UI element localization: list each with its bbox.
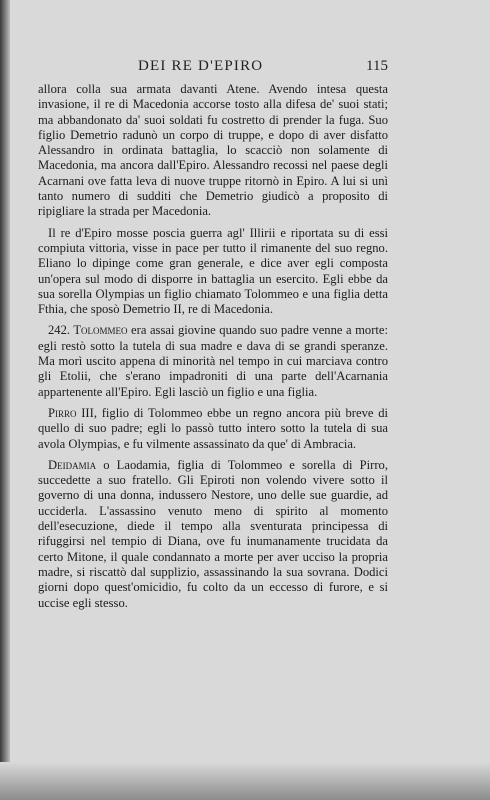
running-header bbox=[38, 58, 388, 78]
paragraph-2 bbox=[38, 226, 388, 318]
body-text bbox=[38, 82, 388, 617]
paragraph-lead: Deidamia bbox=[48, 457, 97, 472]
paragraph-3 bbox=[38, 323, 388, 399]
paragraph-text: Il re d'Epiro mosse poscia guerra agl' Illirii e riportata su di essi compiuta vittoria, visse in pace per tutto il rimanente del suo regno. Eliano lo dipinge come gran generale, e dice aver egli composta un'opera sul modo di disporre in battaglia un esercito. Egli ebbe da sua sorella Olympias un figlio chiamato Tolommeo e una figlia detta Fthia, che sposò Demetrio II, re di Macedonia. bbox=[38, 225, 388, 317]
paragraph-4 bbox=[38, 406, 388, 452]
paragraph-text: era assai giovine quando suo padre venne a morte: egli restò sotto la tutela di sua madre e dava di se grandi speranze. Ma morì uscito appena di minorità nel tempo in cui marciava contro gli Etolii, che s'erano impadroniti di una parte dell'Acarnania appartenente all'Epiro. Egli lasciò un figlio e una figlia. bbox=[38, 323, 388, 399]
running-title: DEI RE D'EPIRO bbox=[138, 58, 264, 74]
paragraph-text: , figlio di Tolommeo ebbe un regno ancora più breve di quello di suo padre; egli lo passò tutto intero sotto la tutela di sua avola Olympias, e fu vilmente assassinato da que' di Ambracia. bbox=[38, 405, 388, 451]
paragraph-1 bbox=[38, 82, 388, 220]
paragraph-lead: Pirro III bbox=[48, 405, 94, 420]
binding-shadow bbox=[0, 0, 10, 800]
page-number: 115 bbox=[366, 58, 388, 74]
paragraph-text: o Laodamia, figlia di Tolommeo e sorella di Pirro, succedette a suo fratello. Gli Epiroti non volendo vivere sotto il governo di una donna, indussero Nestore, uno delle sue guardie, ad ucciderla. L'assassino venuto meno di spirito al momento dell'esecuzione, diede il tempo alla sventurata principessa di rifuggirsi nel tempio di Diana, ove fu inumanamente trucidata da certo Mitone, il quale condannato a morte per aver ucciso la propria madre, si riscattò dal supplizio, assassinando la sua sovrana. Dodici giorni dopo quest'omicidio, fu colto da un eccesso di furore, e si uccise egli stesso. bbox=[38, 457, 388, 610]
page-bottom-shadow bbox=[0, 762, 490, 800]
paragraph-lead: 242. Tolommeo bbox=[48, 323, 128, 338]
paragraph-5 bbox=[38, 458, 388, 611]
paragraph-text: allora colla sua armata davanti Atene. Avendo intesa questa invasione, il re di Macedonia accorse tosto alla difesa de' suoi stati; ma abbandonato da' suoi soldati fu costretto di prender la fuga. Suo figlio Demetrio radunò un corpo di truppe, e dopo di aver disfatto Alessandro in ordinata battaglia, lo scacciò non solamente di Macedonia, ma ancora dall'Epiro. Alessandro recossi nel paese degli Acarnani ove fatta leva di nuove truppe ritornò in Epiro. A lui si unì tanto numero di sudditi che Demetrio giudicò a proposito di ripigliare la strada per Macedonia. bbox=[38, 82, 388, 219]
